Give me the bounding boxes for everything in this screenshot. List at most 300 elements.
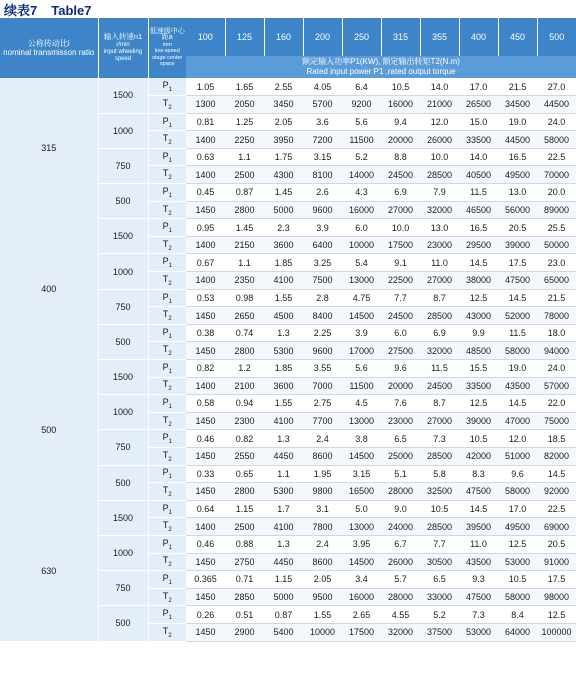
symbol-subscript: 1 [168,615,172,621]
torque-value: 69000 [537,518,576,536]
symbol-subscript: 2 [168,245,172,252]
power-value: 22.5 [537,148,576,166]
power-value: 1.1 [225,254,264,272]
torque-value: 9600 [303,201,342,219]
power-value: 9.1 [381,254,420,272]
symbol-subscript: 2 [168,351,172,358]
torque-value: 13000 [342,412,381,430]
torque-value: 46500 [459,201,498,219]
symbol-letter: T [162,203,169,214]
ratio-header [0,18,98,78]
power-value: 2.8 [303,289,342,307]
torque-value: 52000 [498,307,537,325]
power-value: 23.0 [537,254,576,272]
symbol-letter: P [162,221,169,232]
power-value: 12.0 [498,430,537,448]
symbol-letter: T [162,309,169,320]
power-value: 0.365 [186,571,225,589]
torque-value: 11500 [342,377,381,395]
torque-value: 11500 [342,131,381,149]
power-value: 6.5 [420,571,459,589]
torque-value: 1400 [186,131,225,149]
power-value: 8.8 [381,148,420,166]
torque-value: 21000 [420,96,459,114]
power-value: 5.6 [342,360,381,378]
power-value: 3.4 [342,571,381,589]
power-value: 16.5 [498,148,537,166]
speed-cell: 1500 [98,500,148,535]
power-value: 3.9 [342,324,381,342]
torque-symbol [148,553,186,571]
symbol-letter: T [162,168,169,179]
torque-value: 10000 [342,236,381,254]
symbol-subscript: 2 [168,315,172,322]
symbol-subscript: 1 [168,368,172,375]
power-value: 17.5 [498,254,537,272]
torque-value: 44500 [498,131,537,149]
speed-cell: 750 [98,571,148,606]
power-value: 21.5 [537,289,576,307]
torque-value: 49500 [498,166,537,184]
power-value: 2.55 [264,78,303,96]
torque-value: 1450 [186,588,225,606]
power-value: 4.3 [342,184,381,202]
symbol-subscript: 1 [168,157,172,164]
torque-value: 2100 [225,377,264,395]
power-symbol [148,571,186,589]
power-symbol [148,289,186,307]
torque-value: 5000 [264,588,303,606]
power-symbol [148,113,186,131]
torque-value: 23000 [420,236,459,254]
torque-value: 16000 [381,96,420,114]
torque-symbol [148,588,186,606]
torque-value: 3600 [264,377,303,395]
power-value: 14.0 [420,78,459,96]
torque-value: 2550 [225,447,264,465]
power-value: 0.51 [225,606,264,624]
power-symbol [148,500,186,518]
symbol-subscript: 1 [168,439,172,446]
power-value: 13.0 [498,184,537,202]
table-body [0,78,576,641]
speed-cell: 750 [98,289,148,324]
torque-value: 32000 [420,201,459,219]
power-value: 1.25 [225,113,264,131]
torque-value: 8100 [303,166,342,184]
torque-value: 7000 [303,377,342,395]
power-value: 8.7 [420,289,459,307]
power-value: 5.0 [342,500,381,518]
power-value: 6.7 [381,535,420,553]
torque-symbol [148,623,186,641]
torque-value: 5300 [264,483,303,501]
power-value: 3.15 [303,148,342,166]
torque-value: 70000 [537,166,576,184]
torque-value: 17500 [381,236,420,254]
torque-value: 5000 [264,201,303,219]
power-value: 8.3 [459,465,498,483]
torque-symbol [148,236,186,254]
torque-value: 32000 [381,623,420,641]
table-title [4,0,105,16]
torque-value: 27000 [420,272,459,290]
torque-value: 7700 [303,412,342,430]
column-header: 355 [420,18,459,56]
power-symbol [148,395,186,413]
torque-value: 28000 [381,483,420,501]
torque-symbol [148,342,186,360]
ratio-header-cn: 公称传动比i [27,39,70,48]
table-row [0,500,576,518]
column-header: 450 [498,18,537,56]
torque-value: 89000 [537,201,576,219]
unit-header [186,56,576,78]
torque-value: 4100 [264,412,303,430]
power-value: 14.5 [459,500,498,518]
torque-value: 1400 [186,377,225,395]
symbol-letter: P [162,467,169,478]
symbol-letter: P [162,80,169,91]
torque-symbol [148,518,186,536]
torque-value: 2500 [225,166,264,184]
torque-value: 27000 [420,412,459,430]
power-value: 6.9 [381,184,420,202]
power-value: 19.0 [498,360,537,378]
power-symbol [148,535,186,553]
speed-cell: 500 [98,465,148,500]
torque-value: 14500 [342,553,381,571]
speed-cell: 500 [98,606,148,641]
torque-value: 5300 [264,342,303,360]
table-row [0,360,576,378]
symbol-subscript: 1 [168,403,172,410]
symbol-letter: T [162,520,169,531]
speed-cell: 1500 [98,78,148,113]
power-value: 0.98 [225,289,264,307]
power-value: 0.65 [225,465,264,483]
power-value: 3.6 [303,113,342,131]
symbol-subscript: 2 [168,632,172,639]
torque-value: 29500 [459,236,498,254]
torque-value: 58000 [498,342,537,360]
symbol-letter: P [162,326,169,337]
torque-value: 98000 [537,588,576,606]
symbol-subscript: 1 [168,122,172,129]
torque-value: 17000 [342,342,381,360]
torque-value: 44500 [537,96,576,114]
torque-value: 82000 [537,447,576,465]
power-value: 1.15 [264,571,303,589]
power-symbol [148,148,186,166]
power-value: 5.7 [381,571,420,589]
power-value: 1.65 [225,78,264,96]
torque-value: 58000 [498,588,537,606]
power-value: 5.4 [342,254,381,272]
symbol-letter: P [162,291,169,302]
symbol-letter: T [162,625,169,636]
power-symbol [148,254,186,272]
symbol-letter: T [162,555,169,566]
power-value: 0.45 [186,184,225,202]
power-value: 10.5 [420,500,459,518]
torque-value: 14000 [342,166,381,184]
torque-value: 24500 [381,166,420,184]
torque-value: 78000 [537,307,576,325]
power-value: 27.0 [537,78,576,96]
torque-value: 1400 [186,272,225,290]
torque-value: 13000 [342,518,381,536]
power-value: 12.5 [459,289,498,307]
power-value: 1.55 [303,606,342,624]
torque-value: 8600 [303,447,342,465]
power-symbol [148,430,186,448]
torque-value: 25000 [381,447,420,465]
power-value: 11.5 [498,324,537,342]
symbol-letter: T [162,485,169,496]
symbol-subscript: 2 [168,104,172,111]
torque-value: 26500 [459,96,498,114]
speed-header-en: input wheeling speed [103,49,143,62]
symbol-subscript: 2 [168,421,172,428]
torque-value: 17500 [342,623,381,641]
torque-symbol [148,412,186,430]
torque-value: 23000 [381,412,420,430]
power-symbol [148,184,186,202]
power-value: 1.3 [264,324,303,342]
power-value: 9.6 [381,360,420,378]
torque-value: 2050 [225,96,264,114]
torque-value: 42000 [459,447,498,465]
power-value: 4.55 [381,606,420,624]
torque-value: 39000 [459,412,498,430]
symbol-letter: T [162,379,169,390]
torque-value: 1450 [186,412,225,430]
symbol-letter: P [162,150,169,161]
torque-value: 2150 [225,236,264,254]
symbol-subscript: 2 [168,491,172,498]
speed-cell: 1000 [98,254,148,289]
torque-value: 5400 [264,623,303,641]
column-header: 100 [186,18,225,56]
torque-value: 53000 [498,553,537,571]
power-value: 20.5 [537,535,576,553]
power-value: 0.67 [186,254,225,272]
power-value: 3.25 [303,254,342,272]
torque-value: 2850 [225,588,264,606]
power-value: 17.5 [537,571,576,589]
torque-value: 20000 [381,377,420,395]
power-value: 7.6 [381,395,420,413]
torque-symbol [148,272,186,290]
power-value: 2.4 [303,535,342,553]
power-value: 4.5 [342,395,381,413]
column-header: 160 [264,18,303,56]
torque-value: 40500 [459,166,498,184]
torque-value: 48500 [459,342,498,360]
power-value: 6.5 [381,430,420,448]
power-value: 0.53 [186,289,225,307]
power-value: 1.05 [186,78,225,96]
torque-value: 39000 [498,236,537,254]
torque-value: 94000 [537,342,576,360]
symbol-subscript: 2 [168,456,172,463]
power-value: 0.33 [186,465,225,483]
torque-symbol [148,377,186,395]
torque-value: 7200 [303,131,342,149]
symbol-letter: P [162,573,169,584]
power-value: 10.0 [381,219,420,237]
power-value: 7.3 [420,430,459,448]
torque-value: 2800 [225,342,264,360]
power-value: 1.2 [225,360,264,378]
power-value: 0.58 [186,395,225,413]
power-value: 9.0 [381,500,420,518]
power-value: 0.46 [186,535,225,553]
power-value: 0.82 [186,360,225,378]
torque-value: 4300 [264,166,303,184]
speed-cell: 750 [98,430,148,465]
center-header-unit: mm [162,41,172,48]
torque-value: 2350 [225,272,264,290]
speed-cell: 1000 [98,535,148,570]
torque-symbol [148,307,186,325]
torque-value: 14500 [342,447,381,465]
power-value: 6.4 [342,78,381,96]
torque-value: 7500 [303,272,342,290]
torque-value: 4500 [264,307,303,325]
power-value: 1.95 [303,465,342,483]
torque-value: 38000 [459,272,498,290]
symbol-subscript: 2 [168,597,172,604]
power-value: 24.0 [537,113,576,131]
table-title-en: Table7 [51,3,92,18]
ratio-cell: 500 [0,360,98,501]
power-value: 3.8 [342,430,381,448]
torque-value: 1400 [186,236,225,254]
power-value: 7.7 [420,535,459,553]
power-value: 5.8 [420,465,459,483]
speed-cell: 750 [98,148,148,183]
symbol-subscript: 2 [168,210,172,217]
torque-value: 4100 [264,518,303,536]
power-value: 11.5 [420,360,459,378]
power-value: 1.55 [264,289,303,307]
power-value: 9.3 [459,571,498,589]
torque-value: 9500 [303,588,342,606]
power-value: 0.64 [186,500,225,518]
torque-value: 92000 [537,483,576,501]
power-value: 7.9 [420,184,459,202]
power-value: 1.15 [225,500,264,518]
symbol-subscript: 1 [168,474,172,481]
torque-value: 13000 [342,272,381,290]
power-value: 1.1 [264,465,303,483]
symbol-subscript: 1 [168,227,172,234]
power-value: 9.6 [498,465,537,483]
center-header-cn: 低速级中心距a [149,27,185,41]
torque-value: 8600 [303,553,342,571]
unit-header-cn: 额定输入功率P1(KW), 额定输出转矩T2(N.m) [302,57,460,66]
torque-value: 1450 [186,553,225,571]
torque-value: 43500 [498,377,537,395]
center-header [148,18,186,78]
symbol-letter: P [162,432,169,443]
power-value: 9.4 [381,113,420,131]
unit-header-en: Rated input power P1 ,rated output torque [306,67,456,76]
power-value: 0.71 [225,571,264,589]
symbol-subscript: 1 [168,263,172,270]
power-value: 13.0 [420,219,459,237]
speed-cell: 1000 [98,395,148,430]
torque-value: 1400 [186,166,225,184]
torque-value: 57000 [537,377,576,395]
power-value: 3.95 [342,535,381,553]
power-value: 14.5 [498,395,537,413]
torque-value: 64000 [498,623,537,641]
power-value: 8.7 [420,395,459,413]
torque-value: 26000 [420,131,459,149]
symbol-subscript: 1 [168,192,172,199]
column-header: 250 [342,18,381,56]
power-symbol [148,606,186,624]
power-value: 2.4 [303,430,342,448]
torque-value: 16500 [342,483,381,501]
torque-value: 50000 [537,236,576,254]
torque-symbol [148,483,186,501]
power-value: 20.5 [498,219,537,237]
power-value: 0.87 [264,606,303,624]
symbol-letter: T [162,238,169,249]
column-header: 400 [459,18,498,56]
power-value: 0.38 [186,324,225,342]
symbol-subscript: 2 [168,527,172,534]
power-value: 7.7 [381,289,420,307]
power-symbol [148,78,186,96]
power-value: 12.5 [498,535,537,553]
column-header: 315 [381,18,420,56]
torque-value: 91000 [537,553,576,571]
torque-value: 33500 [459,377,498,395]
power-value: 14.0 [459,148,498,166]
power-value: 16.5 [459,219,498,237]
torque-value: 27500 [381,342,420,360]
power-value: 12.5 [459,395,498,413]
power-value: 20.0 [537,184,576,202]
column-header: 125 [225,18,264,56]
speed-cell: 1000 [98,113,148,148]
power-value: 1.55 [264,395,303,413]
power-value: 25.5 [537,219,576,237]
torque-value: 8400 [303,307,342,325]
torque-value: 27000 [381,201,420,219]
power-value: 4.05 [303,78,342,96]
center-header-en: low-speed stage center space [152,48,183,67]
power-value: 1.3 [264,430,303,448]
symbol-subscript: 2 [168,139,172,146]
power-value: 3.9 [303,219,342,237]
torque-value: 16000 [342,588,381,606]
power-value: 5.6 [342,113,381,131]
power-value: 18.5 [537,430,576,448]
power-value: 1.45 [264,184,303,202]
power-value: 4.75 [342,289,381,307]
symbol-subscript: 2 [168,386,172,393]
torque-value: 9800 [303,483,342,501]
power-value: 11.0 [420,254,459,272]
torque-value: 28500 [420,166,459,184]
power-value: 18.0 [537,324,576,342]
